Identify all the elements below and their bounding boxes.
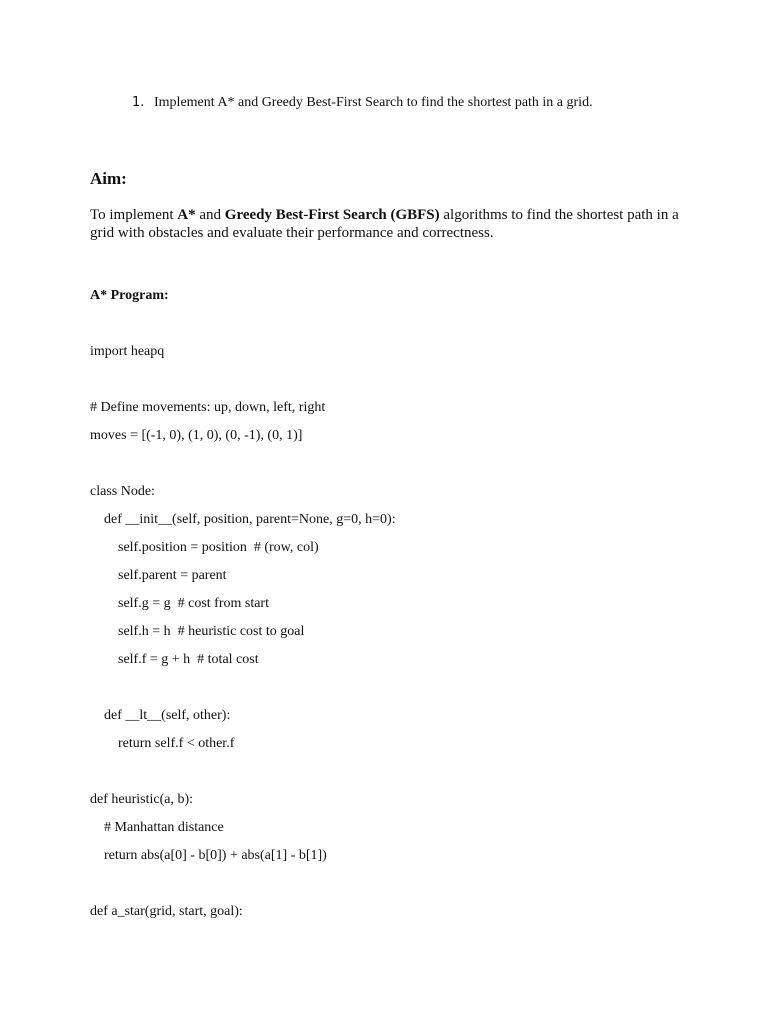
code-line: return self.f < other.f <box>118 736 235 751</box>
code-line: self.g = g # cost from start <box>118 596 269 611</box>
task-text: Implement A* and Greedy Best-First Search to find the shortest path in a grid. <box>154 95 593 110</box>
aim-bold-gbfs: Greedy Best-First Search (GBFS) <box>224 207 440 223</box>
aim-text-part: algorithms to find the shortest path in a grid with obstacles and evaluate their performance and correctness. <box>90 207 679 241</box>
code-line: self.h = h # heuristic cost to goal <box>118 624 305 639</box>
code-line: self.position = position # (row, col) <box>118 540 319 555</box>
code-line: moves = [(-1, 0), (1, 0), (0, -1), (0, 1)] <box>90 428 303 443</box>
code-line: import heapq <box>90 344 165 359</box>
code-line: self.parent = parent <box>118 568 227 583</box>
code-block <box>90 334 710 922</box>
code-line: return abs(a[0] - b[0]) + abs(a[1] - b[1]) <box>104 848 327 863</box>
code-line: self.f = g + h # total cost <box>118 652 259 667</box>
aim-text-part: and <box>195 207 225 223</box>
code-line <box>90 670 710 698</box>
program-heading: A* Program: <box>90 288 169 303</box>
code-line: def a_star(grid, start, goal): <box>90 904 243 919</box>
code-line <box>90 446 710 474</box>
code-line <box>90 754 710 782</box>
aim-bold-astar: A* <box>177 207 196 223</box>
code-line: class Node: <box>90 484 155 499</box>
code-line: # Define movements: up, down, left, right <box>90 400 326 415</box>
aim-paragraph <box>90 206 690 242</box>
code-line: # Manhattan distance <box>104 820 224 835</box>
aim-text-part: To implement <box>90 207 178 223</box>
list-number: 1. <box>132 95 145 110</box>
aim-heading: Aim: <box>90 169 127 188</box>
code-line <box>90 362 710 390</box>
code-line: def __init__(self, position, parent=None, g=0, h=0): <box>104 512 396 527</box>
code-line: def heuristic(a, b): <box>90 792 194 807</box>
code-line: def __lt__(self, other): <box>104 708 231 723</box>
code-line <box>90 866 710 894</box>
task-list-item <box>132 95 593 111</box>
